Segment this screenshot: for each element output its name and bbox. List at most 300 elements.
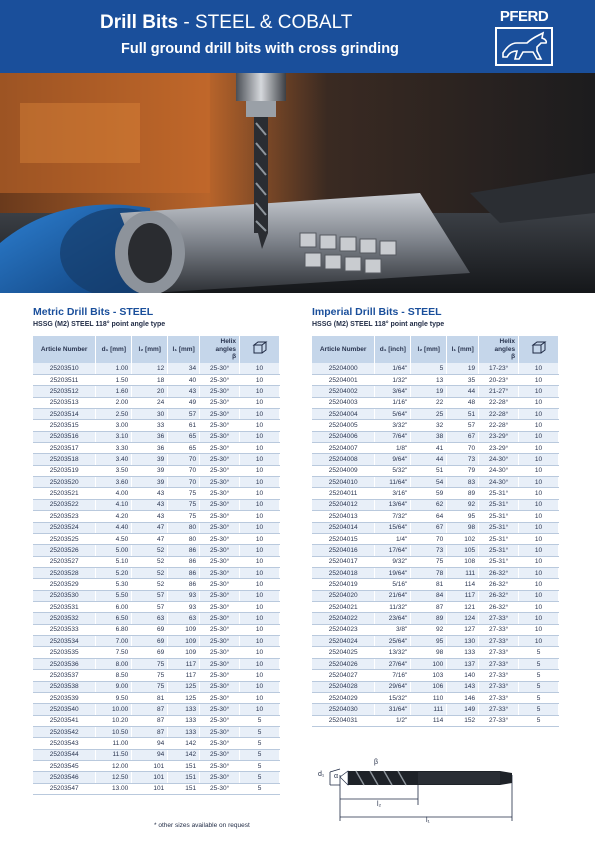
- article-number-cell: 25204031: [312, 715, 375, 726]
- article-number-cell: 25203518: [33, 454, 96, 465]
- table-row: [33, 783, 280, 794]
- diameter-cell: 6.50: [96, 613, 132, 624]
- package-icon: [531, 350, 547, 357]
- table-row: [312, 590, 559, 601]
- total-length-cell: 142: [168, 738, 200, 749]
- flute-length-cell: 75: [411, 556, 447, 567]
- pack-qty-cell: 10: [519, 579, 559, 590]
- total-length-cell: 93: [168, 602, 200, 613]
- article-number-cell: 25204023: [312, 624, 375, 635]
- pack-qty-cell: 10: [240, 374, 280, 385]
- pack-qty-cell: 10: [519, 386, 559, 397]
- total-length-cell: 57: [168, 408, 200, 419]
- col-pack-qty: [519, 336, 559, 363]
- diameter-cell: 9/32": [375, 556, 411, 567]
- helix-angle-cell: 25-30°: [200, 772, 240, 783]
- helix-angle-cell: 25-30°: [200, 670, 240, 681]
- flute-length-cell: 69: [132, 647, 168, 658]
- pack-qty-cell: 10: [240, 443, 280, 454]
- diameter-cell: 1/64": [375, 363, 411, 374]
- table-row: [33, 545, 280, 556]
- pack-qty-cell: 10: [240, 602, 280, 613]
- total-length-cell: 70: [447, 443, 479, 454]
- article-number-cell: 25203546: [33, 772, 96, 783]
- label-alpha: α: [334, 773, 339, 780]
- table-row: [33, 624, 280, 635]
- table-row: [312, 454, 559, 465]
- diameter-cell: 4.40: [96, 522, 132, 533]
- table-row: [33, 408, 280, 419]
- diameter-cell: 4.50: [96, 533, 132, 544]
- flute-length-cell: 106: [411, 681, 447, 692]
- flute-length-cell: 13: [411, 374, 447, 385]
- pack-qty-cell: 10: [240, 408, 280, 419]
- table-row: [33, 613, 280, 624]
- pack-qty-cell: 10: [240, 522, 280, 533]
- pack-qty-cell: 10: [240, 533, 280, 544]
- helix-angle-cell: 27-33°: [479, 670, 519, 681]
- table-row: [33, 499, 280, 510]
- article-number-cell: 25203534: [33, 636, 96, 647]
- helix-angle-cell: 25-31°: [479, 533, 519, 544]
- flute-length-cell: 63: [132, 613, 168, 624]
- pack-qty-cell: 10: [519, 624, 559, 635]
- flute-length-cell: 59: [411, 488, 447, 499]
- diameter-cell: 13/64": [375, 499, 411, 510]
- pack-qty-cell: 10: [519, 374, 559, 385]
- article-number-cell: 25204011: [312, 488, 375, 499]
- article-number-cell: 25203529: [33, 579, 96, 590]
- article-number-cell: 25203517: [33, 443, 96, 454]
- diameter-cell: 1.50: [96, 374, 132, 385]
- diameter-cell: 3/64": [375, 386, 411, 397]
- helix-angle-cell: 25-30°: [200, 738, 240, 749]
- helix-angle-cell: 25-30°: [200, 545, 240, 556]
- article-number-cell: 25204002: [312, 386, 375, 397]
- helix-angle-cell: 20-23°: [479, 374, 519, 385]
- article-number-cell: 25203516: [33, 431, 96, 442]
- helix-angle-cell: 25-30°: [200, 465, 240, 476]
- diameter-cell: 5/64": [375, 408, 411, 419]
- diameter-cell: 8.00: [96, 658, 132, 669]
- article-number-cell: 25203530: [33, 590, 96, 601]
- label-l2: l₂: [377, 801, 382, 808]
- table-row: [33, 715, 280, 726]
- table-row: [33, 465, 280, 476]
- table-row: [312, 533, 559, 544]
- pack-qty-cell: 10: [240, 397, 280, 408]
- helix-angle-cell: 22-28°: [479, 397, 519, 408]
- table-row: [312, 522, 559, 533]
- total-length-cell: 67: [447, 431, 479, 442]
- metric-title: Metric Drill Bits - STEEL: [33, 306, 154, 318]
- table-row: [312, 374, 559, 385]
- flute-length-cell: 57: [132, 590, 168, 601]
- total-length-cell: 93: [168, 590, 200, 601]
- flute-length-cell: 24: [132, 397, 168, 408]
- flute-length-cell: 87: [132, 704, 168, 715]
- pack-qty-cell: 10: [240, 590, 280, 601]
- helix-angle-cell: 25-31°: [479, 522, 519, 533]
- helix-angle-cell: 25-30°: [200, 613, 240, 624]
- table-row: [33, 590, 280, 601]
- flute-length-cell: 92: [411, 624, 447, 635]
- diameter-cell: 3.30: [96, 443, 132, 454]
- total-length-cell: 143: [447, 681, 479, 692]
- table-row: [312, 443, 559, 454]
- col-l1: l₁ [mm]: [447, 336, 479, 363]
- footnote: * other sizes available on request: [154, 822, 250, 829]
- helix-angle-cell: 25-30°: [200, 749, 240, 760]
- total-length-cell: 70: [168, 454, 200, 465]
- article-number-cell: 25204009: [312, 465, 375, 476]
- article-number-cell: 25204005: [312, 420, 375, 431]
- pack-qty-cell: 10: [519, 556, 559, 567]
- helix-angle-cell: 27-33°: [479, 692, 519, 703]
- article-number-cell: 25204006: [312, 431, 375, 442]
- table-row: [33, 533, 280, 544]
- table-row: [33, 658, 280, 669]
- table-row: [312, 658, 559, 669]
- table-row: [33, 636, 280, 647]
- table-row: [312, 488, 559, 499]
- flute-length-cell: 19: [411, 386, 447, 397]
- helix-angle-cell: 27-33°: [479, 681, 519, 692]
- flute-length-cell: 73: [411, 545, 447, 556]
- total-length-cell: 86: [168, 556, 200, 567]
- flute-length-cell: 30: [132, 408, 168, 419]
- table-row: [33, 511, 280, 522]
- article-number-cell: 25203527: [33, 556, 96, 567]
- article-number-cell: 25203535: [33, 647, 96, 658]
- helix-angle-cell: 25-30°: [200, 431, 240, 442]
- pack-qty-cell: 10: [240, 658, 280, 669]
- diameter-cell: 13/32": [375, 647, 411, 658]
- diameter-cell: 3/8": [375, 624, 411, 635]
- article-number-cell: 25204026: [312, 658, 375, 669]
- diameter-cell: 3.60: [96, 477, 132, 488]
- helix-angle-cell: 25-30°: [200, 590, 240, 601]
- total-length-cell: 51: [447, 408, 479, 419]
- pack-qty-cell: 10: [519, 499, 559, 510]
- pack-qty-cell: 10: [240, 670, 280, 681]
- imperial-subtitle: HSSG (M2) STEEL 118° point angle type: [312, 321, 445, 328]
- article-number-cell: 25203526: [33, 545, 96, 556]
- helix-angle-cell: 25-30°: [200, 647, 240, 658]
- diameter-cell: 7.50: [96, 647, 132, 658]
- diameter-cell: 9/64": [375, 454, 411, 465]
- article-number-cell: 25203512: [33, 386, 96, 397]
- flute-length-cell: 12: [132, 363, 168, 374]
- diameter-cell: 10.20: [96, 715, 132, 726]
- article-number-cell: 25204021: [312, 602, 375, 613]
- total-length-cell: 117: [168, 670, 200, 681]
- helix-angle-cell: 25-30°: [200, 454, 240, 465]
- helix-angle-cell: 25-30°: [200, 443, 240, 454]
- helix-angle-cell: 25-30°: [200, 499, 240, 510]
- article-number-cell: 25203510: [33, 363, 96, 374]
- pack-qty-cell: 5: [519, 715, 559, 726]
- diameter-cell: 19/64": [375, 567, 411, 578]
- pack-qty-cell: 10: [519, 363, 559, 374]
- article-number-cell: 25204017: [312, 556, 375, 567]
- article-number-cell: 25204008: [312, 454, 375, 465]
- table-row: [312, 647, 559, 658]
- table-row: [312, 567, 559, 578]
- flute-length-cell: 52: [132, 579, 168, 590]
- flute-length-cell: 87: [411, 602, 447, 613]
- helix-angle-cell: 25-30°: [200, 477, 240, 488]
- diameter-cell: 2.50: [96, 408, 132, 419]
- table-row: [33, 556, 280, 567]
- metric-subtitle: HSSG (M2) STEEL 118° point angle type: [33, 321, 166, 328]
- metric-section-header: [33, 306, 283, 328]
- article-number-cell: 25203522: [33, 499, 96, 510]
- helix-angle-cell: 24-30°: [479, 477, 519, 488]
- flute-length-cell: 18: [132, 374, 168, 385]
- flute-length-cell: 57: [132, 602, 168, 613]
- pack-qty-cell: 10: [240, 545, 280, 556]
- diameter-cell: 15/64": [375, 522, 411, 533]
- flute-length-cell: 103: [411, 670, 447, 681]
- flute-length-cell: 43: [132, 511, 168, 522]
- total-length-cell: 121: [447, 602, 479, 613]
- pack-qty-cell: 5: [519, 704, 559, 715]
- metric-table: [33, 336, 280, 795]
- pack-qty-cell: 10: [519, 420, 559, 431]
- table-row: [33, 749, 280, 760]
- article-number-cell: 25204003: [312, 397, 375, 408]
- flute-length-cell: 43: [132, 499, 168, 510]
- diameter-cell: 1/4": [375, 533, 411, 544]
- article-number-cell: 25203520: [33, 477, 96, 488]
- flute-length-cell: 101: [132, 761, 168, 772]
- pack-qty-cell: 10: [240, 692, 280, 703]
- helix-angle-cell: 26-32°: [479, 567, 519, 578]
- total-length-cell: 48: [447, 397, 479, 408]
- total-length-cell: 133: [168, 715, 200, 726]
- total-length-cell: 70: [168, 477, 200, 488]
- helix-angle-cell: 22-28°: [479, 408, 519, 419]
- helix-angle-cell: 23-29°: [479, 431, 519, 442]
- flute-length-cell: 47: [132, 522, 168, 533]
- pack-qty-cell: 10: [240, 499, 280, 510]
- total-length-cell: 125: [168, 681, 200, 692]
- flute-length-cell: 52: [132, 545, 168, 556]
- flute-length-cell: 36: [132, 431, 168, 442]
- pack-qty-cell: 5: [519, 692, 559, 703]
- helix-line-1: Helix: [499, 338, 516, 346]
- pack-qty-cell: 5: [519, 670, 559, 681]
- flute-length-cell: 41: [411, 443, 447, 454]
- article-number-cell: 25203538: [33, 681, 96, 692]
- table-header-row: [312, 336, 559, 363]
- total-length-cell: 86: [168, 545, 200, 556]
- imperial-title: Imperial Drill Bits - STEEL: [312, 306, 442, 318]
- flute-length-cell: 52: [132, 556, 168, 567]
- diameter-cell: 1.00: [96, 363, 132, 374]
- flute-length-cell: 22: [411, 397, 447, 408]
- pack-qty-cell: 10: [519, 431, 559, 442]
- table-row: [33, 738, 280, 749]
- total-length-cell: 63: [168, 613, 200, 624]
- helix-line-1: Helix: [220, 338, 237, 346]
- pack-qty-cell: 10: [240, 465, 280, 476]
- table-row: [312, 613, 559, 624]
- diameter-cell: 6.00: [96, 602, 132, 613]
- flute-length-cell: 69: [132, 624, 168, 635]
- flute-length-cell: 110: [411, 692, 447, 703]
- pack-qty-cell: 10: [240, 454, 280, 465]
- table-row: [33, 761, 280, 772]
- total-length-cell: 70: [168, 465, 200, 476]
- imperial-table: [312, 336, 559, 727]
- helix-angle-cell: 24-30°: [479, 454, 519, 465]
- diameter-cell: 1/16": [375, 397, 411, 408]
- total-length-cell: 151: [168, 783, 200, 794]
- total-length-cell: 95: [447, 511, 479, 522]
- article-number-cell: 25203537: [33, 670, 96, 681]
- article-number-cell: 25204020: [312, 590, 375, 601]
- diameter-cell: 1.60: [96, 386, 132, 397]
- pack-qty-cell: 5: [240, 727, 280, 738]
- total-length-cell: 127: [447, 624, 479, 635]
- total-length-cell: 98: [447, 522, 479, 533]
- helix-line-3: β: [511, 353, 516, 361]
- table-row: [33, 488, 280, 499]
- helix-angle-cell: 22-28°: [479, 420, 519, 431]
- diameter-cell: 10.50: [96, 727, 132, 738]
- table-row: [312, 556, 559, 567]
- flute-length-cell: 101: [132, 783, 168, 794]
- helix-angle-cell: 25-31°: [479, 488, 519, 499]
- pack-qty-cell: 10: [240, 704, 280, 715]
- pack-qty-cell: 10: [240, 613, 280, 624]
- pack-qty-cell: 10: [519, 636, 559, 647]
- total-length-cell: 151: [168, 772, 200, 783]
- helix-angle-cell: 25-30°: [200, 386, 240, 397]
- metric-table-body: [33, 363, 280, 795]
- diameter-cell: 23/64": [375, 613, 411, 624]
- col-l2: l₂ [mm]: [132, 336, 168, 363]
- diameter-cell: 7.00: [96, 636, 132, 647]
- total-length-cell: 133: [168, 727, 200, 738]
- helix-angle-cell: 25-30°: [200, 579, 240, 590]
- total-length-cell: 117: [168, 658, 200, 669]
- col-l1: l₁ [mm]: [168, 336, 200, 363]
- flute-length-cell: 84: [411, 590, 447, 601]
- total-length-cell: 34: [168, 363, 200, 374]
- diameter-cell: 3/16": [375, 488, 411, 499]
- flute-length-cell: 43: [132, 488, 168, 499]
- diameter-cell: 4.20: [96, 511, 132, 522]
- table-row: [312, 670, 559, 681]
- article-number-cell: 25203521: [33, 488, 96, 499]
- flute-length-cell: 114: [411, 715, 447, 726]
- pack-qty-cell: 10: [240, 624, 280, 635]
- helix-angle-cell: 25-30°: [200, 692, 240, 703]
- helix-angle-cell: 25-30°: [200, 397, 240, 408]
- pack-qty-cell: 10: [240, 477, 280, 488]
- pack-qty-cell: 10: [519, 488, 559, 499]
- helix-angle-cell: 25-30°: [200, 761, 240, 772]
- page-subtitle: Full ground drill bits with cross grinding: [121, 41, 399, 57]
- table-row: [33, 579, 280, 590]
- table-row: [33, 397, 280, 408]
- diameter-cell: 9.00: [96, 681, 132, 692]
- helix-angle-cell: 27-33°: [479, 613, 519, 624]
- title-bold: Drill Bits: [100, 12, 179, 33]
- helix-angle-cell: 27-33°: [479, 636, 519, 647]
- flute-length-cell: 25: [411, 408, 447, 419]
- table-row: [312, 477, 559, 488]
- table-header-row: [33, 336, 280, 363]
- total-length-cell: 109: [168, 624, 200, 635]
- diameter-cell: 8.50: [96, 670, 132, 681]
- col-article-number: Article Number: [312, 336, 375, 363]
- pack-qty-cell: 10: [519, 602, 559, 613]
- pack-qty-cell: 10: [519, 590, 559, 601]
- diameter-cell: 3.10: [96, 431, 132, 442]
- table-row: [312, 465, 559, 476]
- total-length-cell: 133: [168, 704, 200, 715]
- pack-qty-cell: 10: [240, 567, 280, 578]
- article-number-cell: 25204027: [312, 670, 375, 681]
- flute-length-cell: 111: [411, 704, 447, 715]
- diameter-cell: 1/32": [375, 374, 411, 385]
- article-number-cell: 25203525: [33, 533, 96, 544]
- diameter-cell: 3.40: [96, 454, 132, 465]
- helix-angle-cell: 25-30°: [200, 681, 240, 692]
- total-length-cell: 142: [168, 749, 200, 760]
- drill-bit-diagram: [300, 755, 525, 825]
- helix-angle-cell: 24-30°: [479, 465, 519, 476]
- total-length-cell: 92: [447, 499, 479, 510]
- pack-qty-cell: 5: [240, 783, 280, 794]
- flute-length-cell: 100: [411, 658, 447, 669]
- article-number-cell: 25203511: [33, 374, 96, 385]
- flute-length-cell: 36: [132, 443, 168, 454]
- table-row: [33, 567, 280, 578]
- helix-angle-cell: 25-31°: [479, 545, 519, 556]
- total-length-cell: 83: [447, 477, 479, 488]
- diameter-cell: 5.50: [96, 590, 132, 601]
- table-row: [33, 386, 280, 397]
- total-length-cell: 57: [447, 420, 479, 431]
- pack-qty-cell: 5: [519, 681, 559, 692]
- total-length-cell: 124: [447, 613, 479, 624]
- article-number-cell: 25203541: [33, 715, 96, 726]
- article-number-cell: 25204016: [312, 545, 375, 556]
- pack-qty-cell: 10: [240, 681, 280, 692]
- helix-angle-cell: 27-33°: [479, 704, 519, 715]
- table-row: [33, 772, 280, 783]
- diameter-cell: 4.10: [96, 499, 132, 510]
- table-row: [33, 522, 280, 533]
- total-length-cell: 152: [447, 715, 479, 726]
- table-row: [312, 420, 559, 431]
- total-length-cell: 109: [168, 647, 200, 658]
- helix-angle-cell: 27-33°: [479, 647, 519, 658]
- helix-angle-cell: 25-30°: [200, 783, 240, 794]
- imperial-table-body: [312, 363, 559, 727]
- pack-qty-cell: 5: [240, 715, 280, 726]
- pack-qty-cell: 10: [519, 454, 559, 465]
- total-length-cell: 44: [447, 386, 479, 397]
- flute-length-cell: 78: [411, 567, 447, 578]
- drilling-photo: [0, 73, 595, 293]
- article-number-cell: 25203542: [33, 727, 96, 738]
